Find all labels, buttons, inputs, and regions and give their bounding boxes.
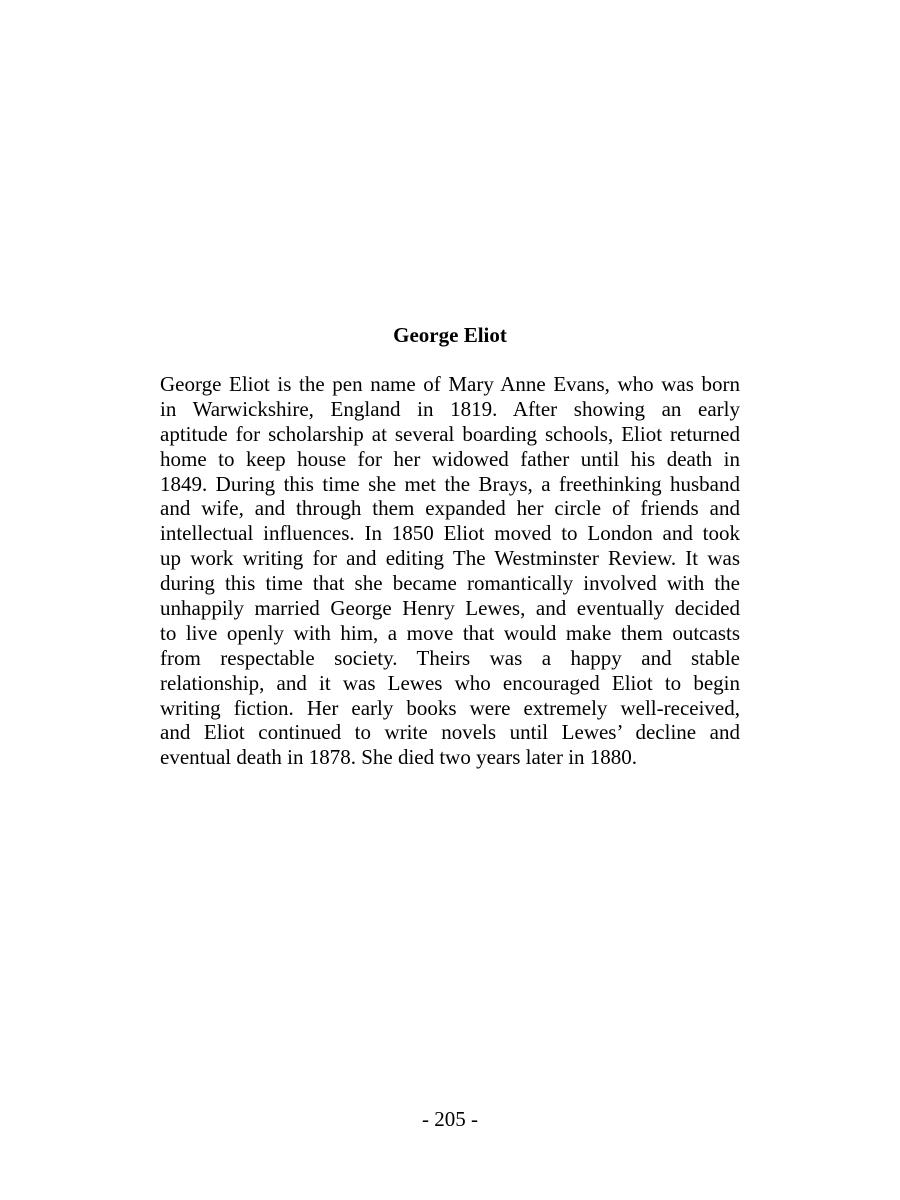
paragraph-line: during this time that she became romantically involved with the: [160, 571, 740, 596]
paragraph-line: to live openly with him, a move that would make them outcasts: [160, 620, 740, 645]
paragraph-line: relationship, and it was Lewes who encouraged Eliot to begin: [160, 670, 740, 695]
body-paragraph: [160, 372, 740, 770]
paragraph-line: 1849. During this time she met the Brays, a freethinking husband: [160, 471, 740, 496]
paragraph-line: writing fiction. Her early books were extremely well-received,: [160, 695, 740, 720]
paragraph-line: and Eliot continued to write novels until Lewes’ decline and: [160, 720, 740, 745]
paragraph-line: unhappily married George Henry Lewes, and eventually decided: [160, 596, 740, 621]
paragraph-line: in Warwickshire, England in 1819. After showing an early: [160, 396, 740, 421]
page-number: - 205 -: [422, 1107, 478, 1131]
paragraph-line-last: eventual death in 1878. She died two years later in 1880.: [160, 745, 638, 770]
paragraph-line: aptitude for scholarship at several boarding schools, Eliot returned: [160, 421, 740, 446]
paragraph-line: home to keep house for her widowed father until his death in: [160, 446, 740, 471]
paragraph-line: up work writing for and editing The Westminster Review. It was: [160, 546, 740, 571]
paragraph-line: George Eliot is the pen name of Mary Anne Evans, who was born: [160, 372, 740, 396]
paragraph-line: and wife, and through them expanded her circle of friends and: [160, 496, 740, 521]
paragraph-line: intellectual influences. In 1850 Eliot moved to London and took: [160, 521, 740, 546]
paragraph-line: from respectable society. Theirs was a happy and stable: [160, 645, 740, 670]
page-title: George Eliot: [393, 323, 507, 347]
